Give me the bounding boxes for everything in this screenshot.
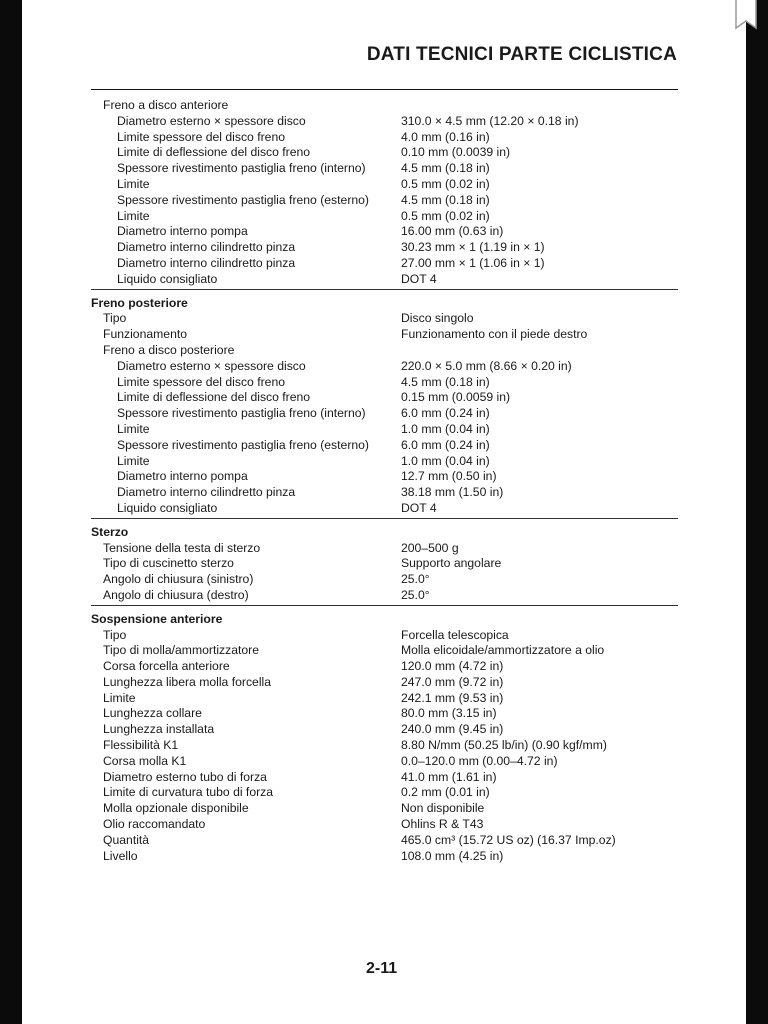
spec-row (91, 628, 678, 644)
page-title: DATI TECNICI PARTE CICLISTICA (366, 44, 677, 65)
spec-label: Limite spessore del disco freno (117, 129, 286, 144)
spec-row (91, 375, 678, 391)
spec-row (91, 406, 678, 422)
spec-label: Tipo di cuscinetto sterzo (103, 556, 234, 571)
spec-value: 25.0° (401, 587, 430, 602)
spec-label: Lunghezza installata (103, 722, 215, 737)
spec-label: Limite (103, 690, 136, 705)
spec-row (91, 327, 678, 343)
spec-value: Non disponibile (401, 801, 485, 816)
spec-row (91, 422, 678, 438)
spec-label: Livello (103, 848, 138, 863)
spec-value: 0.10 mm (0.0039 in) (401, 145, 511, 160)
spec-row (91, 311, 678, 327)
page-number: 2-11 (366, 960, 398, 977)
spec-value: Funzionamento con il piede destro (401, 327, 588, 342)
spec-label: Diametro interno cilindretto pinza (117, 240, 296, 255)
spec-row (91, 161, 678, 177)
spec-row (91, 801, 678, 817)
spec-value: 41.0 mm (1.61 in) (401, 769, 497, 784)
spec-row (91, 817, 678, 833)
spec-label: Lunghezza libera molla forcella (103, 674, 272, 689)
spec-row (91, 572, 678, 588)
spec-value: 465.0 cm³ (15.72 US oz) (16.37 Imp.oz) (401, 832, 616, 847)
spec-value: 6.0 mm (0.24 in) (401, 437, 490, 452)
spec-row (91, 469, 678, 485)
spec-label: Diametro interno pompa (117, 224, 248, 239)
spec-row (91, 177, 678, 193)
spec-row (91, 588, 678, 604)
spec-row (91, 501, 678, 517)
spec-label: Limite spessore del disco freno (117, 374, 286, 389)
bookmark-icon[interactable] (733, 0, 759, 30)
header-divider (91, 89, 678, 90)
spec-section (91, 98, 678, 290)
spec-row (91, 770, 678, 786)
spec-value: 8.80 N/mm (50.25 lb/in) (0.90 kgf/mm) (401, 738, 607, 753)
spec-row (91, 114, 678, 130)
spec-label: Diametro esterno tubo di forza (103, 769, 267, 784)
spec-row (91, 130, 678, 146)
spec-value: 30.23 mm × 1 (1.19 in × 1) (401, 240, 545, 255)
spec-row (91, 556, 678, 572)
spec-label: Corsa forcella anteriore (103, 659, 230, 674)
spec-label: Liquido consigliato (117, 500, 218, 515)
spec-label: Limite (117, 453, 150, 468)
spec-row (91, 145, 678, 161)
spec-value: 27.00 mm × 1 (1.06 in × 1) (401, 255, 545, 270)
spec-row (91, 691, 678, 707)
spec-label: Tensione della testa di sterzo (103, 540, 261, 555)
spec-value: 4.0 mm (0.16 in) (401, 129, 490, 144)
spec-row (91, 675, 678, 691)
spec-value: Forcella telescopica (401, 627, 509, 642)
section-title: Sterzo (91, 524, 129, 539)
spec-value: Supporto angolare (401, 556, 502, 571)
spec-value: 1.0 mm (0.04 in) (401, 421, 490, 436)
spec-value: 0.0–120.0 mm (0.00–4.72 in) (401, 753, 558, 768)
spec-label: Spessore rivestimento pastiglia freno (interno) (117, 406, 366, 421)
spec-value: 310.0 × 4.5 mm (12.20 × 0.18 in) (401, 113, 579, 128)
spec-label: Corsa molla K1 (103, 753, 187, 768)
spec-label: Limite di deflessione del disco freno (117, 390, 311, 405)
spec-value: 38.18 mm (1.50 in) (401, 485, 504, 500)
spec-value: 25.0° (401, 572, 430, 587)
right-page-edge (746, 0, 768, 1024)
spec-value: 240.0 mm (9.45 in) (401, 722, 504, 737)
spec-value: Disco singolo (401, 311, 474, 326)
spec-row (91, 224, 678, 240)
spec-row (91, 343, 678, 359)
spec-value: DOT 4 (401, 500, 437, 515)
spec-label: Limite di deflessione del disco freno (117, 145, 311, 160)
spec-value: 120.0 mm (4.72 in) (401, 659, 504, 674)
spec-label: Tipo (103, 311, 127, 326)
spec-value: 0.2 mm (0.01 in) (401, 785, 490, 800)
left-page-edge (0, 0, 22, 1024)
spec-row (91, 438, 678, 454)
spec-value: 0.5 mm (0.02 in) (401, 176, 490, 191)
spec-value: Molla elicoidale/ammortizzatore a olio (401, 643, 605, 658)
spec-label: Limite (117, 208, 150, 223)
spec-label: Spessore rivestimento pastiglia freno (esterno) (117, 192, 369, 207)
spec-value: 108.0 mm (4.25 in) (401, 848, 504, 863)
spec-label: Diametro interno cilindretto pinza (117, 255, 296, 270)
spec-value: 4.5 mm (0.18 in) (401, 374, 490, 389)
spec-label: Diametro esterno × spessore disco (117, 113, 306, 128)
spec-section (91, 525, 678, 606)
spec-label: Tipo (103, 627, 127, 642)
spec-label: Funzionamento (103, 327, 188, 342)
spec-label: Spessore rivestimento pastiglia freno (esterno) (117, 437, 369, 452)
spec-label: Angolo di chiusura (destro) (103, 587, 249, 602)
spec-section (91, 296, 678, 519)
spec-row (91, 706, 678, 722)
spec-value: 242.1 mm (9.53 in) (401, 690, 504, 705)
spec-value: 6.0 mm (0.24 in) (401, 406, 490, 421)
spec-label: Angolo di chiusura (sinistro) (103, 572, 254, 587)
spec-value: 16.00 mm (0.63 in) (401, 224, 504, 239)
spec-value: 220.0 × 5.0 mm (8.66 × 0.20 in) (401, 358, 572, 373)
spec-value: 4.5 mm (0.18 in) (401, 192, 490, 207)
spec-label: Freno a disco posteriore (103, 342, 235, 357)
spec-section (91, 612, 678, 866)
spec-row (91, 390, 678, 406)
spec-value: 0.15 mm (0.0059 in) (401, 390, 511, 405)
spec-row (91, 485, 678, 501)
spec-row (91, 722, 678, 738)
spec-value: 247.0 mm (9.72 in) (401, 674, 504, 689)
spec-value: 0.5 mm (0.02 in) (401, 208, 490, 223)
section-title: Freno posteriore (91, 295, 188, 310)
spec-label: Molla opzionale disponibile (103, 801, 249, 816)
spec-label: Liquido consigliato (117, 271, 218, 286)
spec-row (91, 643, 678, 659)
spec-label: Diametro interno cilindretto pinza (117, 485, 296, 500)
spec-label: Spessore rivestimento pastiglia freno (interno) (117, 161, 366, 176)
spec-label: Limite di curvatura tubo di forza (103, 785, 274, 800)
spec-row (91, 754, 678, 770)
spec-value: 80.0 mm (3.15 in) (401, 706, 497, 721)
spec-row (91, 98, 678, 114)
spec-row (91, 256, 678, 272)
spec-value: 200–500 g (401, 540, 459, 555)
spec-row (91, 359, 678, 375)
spec-row (91, 272, 678, 288)
spec-label: Tipo di molla/ammortizzatore (103, 643, 260, 658)
spec-row (91, 785, 678, 801)
spec-label: Olio raccomandato (103, 817, 206, 832)
spec-row (91, 849, 678, 865)
spec-label: Diametro esterno × spessore disco (117, 358, 306, 373)
spec-row (91, 193, 678, 209)
spec-label: Flessibilità K1 (103, 738, 179, 753)
spec-label: Quantità (103, 832, 150, 847)
spec-label: Limite (117, 176, 150, 191)
spec-label: Lunghezza collare (103, 706, 202, 721)
spec-table (91, 98, 678, 871)
spec-label: Freno a disco anteriore (103, 98, 229, 112)
spec-value: DOT 4 (401, 271, 437, 286)
spec-row (91, 454, 678, 470)
spec-row (91, 833, 678, 849)
spec-row (91, 240, 678, 256)
spec-value: Ohlins R & T43 (401, 817, 484, 832)
spec-row (91, 738, 678, 754)
spec-row (91, 659, 678, 675)
section-title: Sospensione anteriore (91, 611, 223, 626)
spec-value: 12.7 mm (0.50 in) (401, 469, 497, 484)
spec-row (91, 541, 678, 557)
spec-value: 1.0 mm (0.04 in) (401, 453, 490, 468)
spec-label: Diametro interno pompa (117, 469, 248, 484)
spec-value: 4.5 mm (0.18 in) (401, 161, 490, 176)
spec-row (91, 209, 678, 225)
spec-label: Limite (117, 421, 150, 436)
